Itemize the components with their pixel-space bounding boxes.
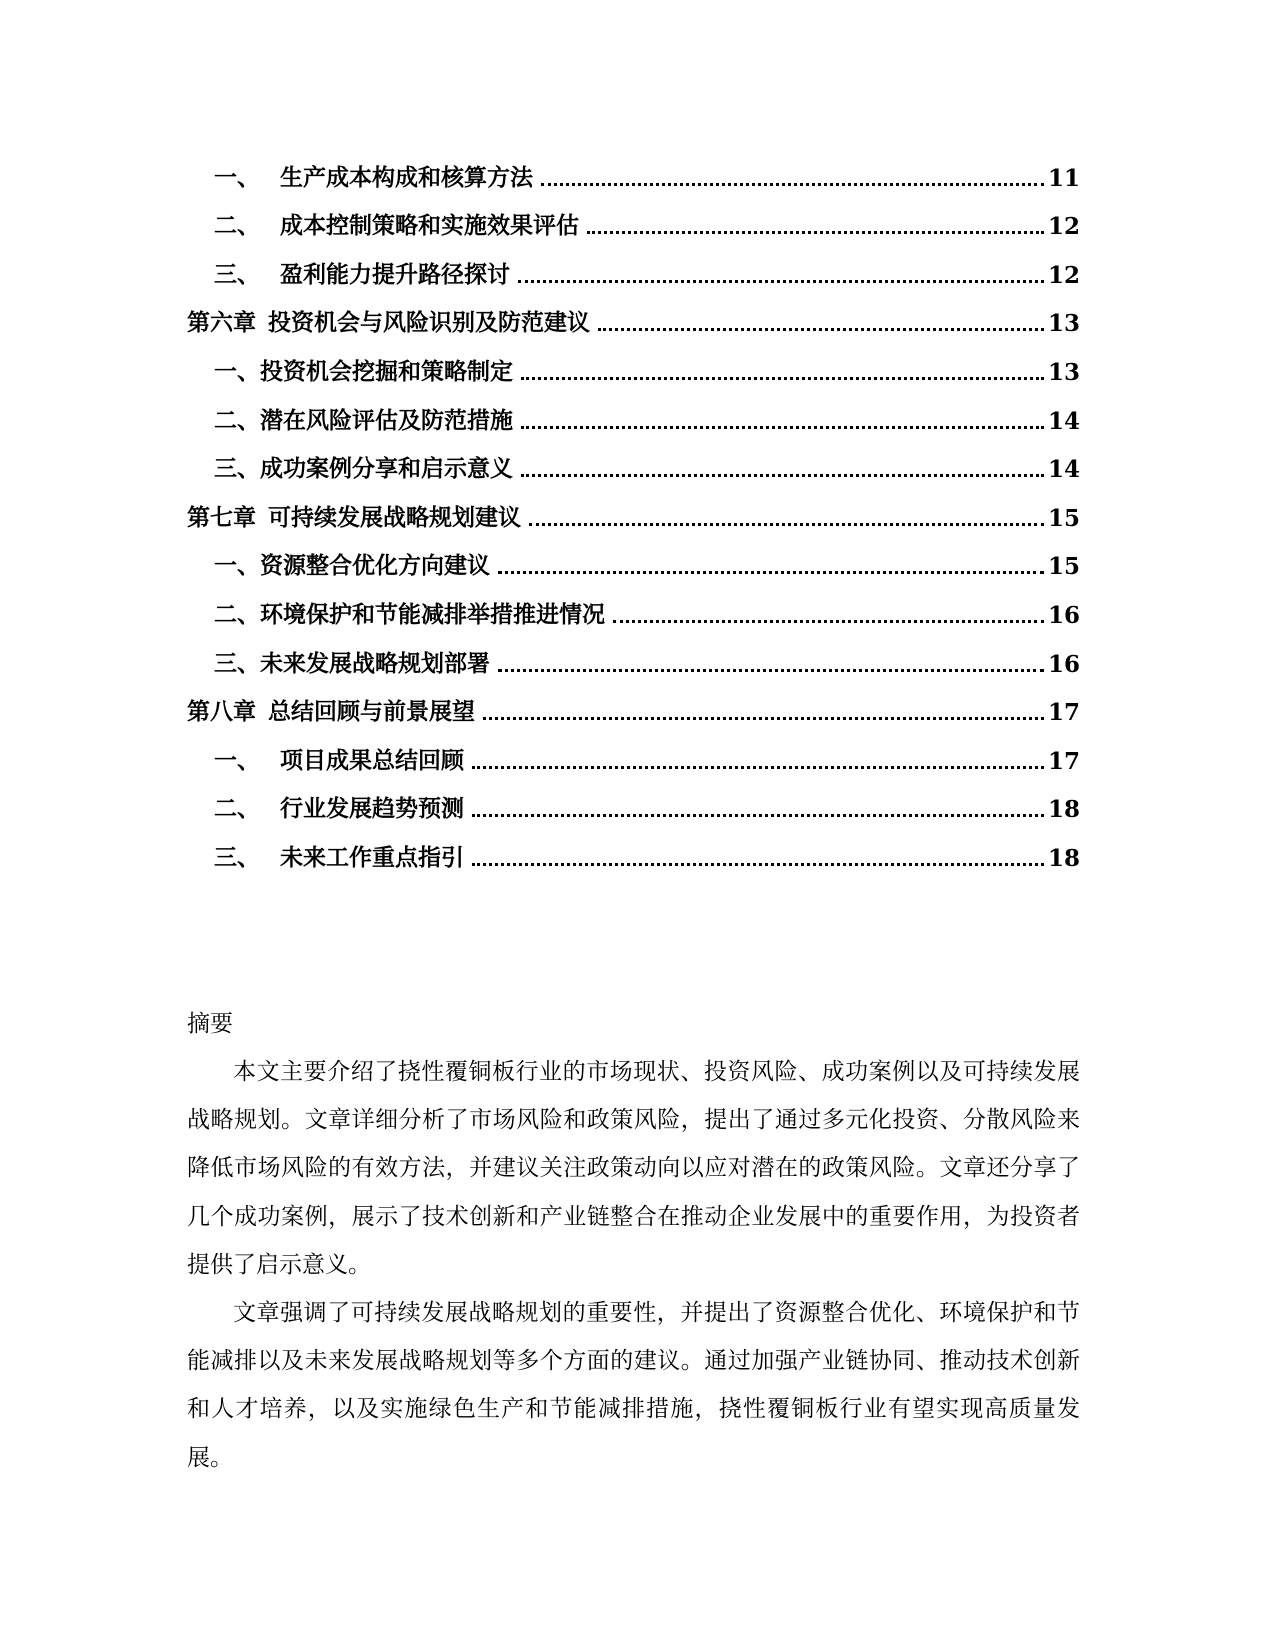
toc-entry-title: 盈利能力提升路径探讨 <box>280 260 510 288</box>
toc-chapter-entry[interactable] <box>187 289 1080 338</box>
toc-entry-title: 总结回顾与前景展望 <box>268 698 475 726</box>
toc-page-number: 18 <box>1047 796 1080 824</box>
toc-page-number: 14 <box>1047 456 1080 484</box>
toc-entry-number: 二、 <box>214 406 260 434</box>
toc-entry-title: 投资机会与风险识别及防范建议 <box>268 309 590 337</box>
toc-entry-number: 一、 <box>214 746 260 774</box>
toc-page-number: 15 <box>1047 553 1080 581</box>
toc-entry-title: 行业发展趋势预测 <box>280 795 464 823</box>
toc-entry-title: 资源整合优化方向建议 <box>260 552 490 580</box>
toc-entry-title: 生产成本构成和核算方法 <box>280 163 533 191</box>
toc-dot-leader <box>498 669 1044 672</box>
abstract-title: 摘要 <box>187 1011 233 1037</box>
toc-dot-leader <box>598 328 1044 331</box>
toc-section-entry[interactable] <box>187 629 1080 678</box>
toc-dot-leader <box>483 717 1044 720</box>
toc-entry-number: 第六章 <box>187 309 256 337</box>
toc-dot-leader <box>518 280 1044 283</box>
toc-page-number: 15 <box>1047 504 1080 532</box>
toc-dot-leader <box>498 571 1044 574</box>
abstract-paragraph: 本文主要介绍了挠性覆铜板行业的市场现状、投资风险、成功案例以及可持续发展战略规划。文章详细分析了市场风险和政策风险，提出了通过多元化投资、分散风险来降低市场风险的有效方法，并建议关注政策动向以应对潜在的政策风险。文章还分享了几个成功案例，展示了技术创新和产业链整合在推动企业发展中的重要作用，为投资者提供了启示意义。 <box>187 1059 1080 1278</box>
toc-dot-leader <box>472 863 1044 866</box>
toc-section-entry[interactable] <box>187 532 1080 581</box>
toc-dot-leader <box>472 766 1044 769</box>
toc-page-number: 17 <box>1047 699 1080 727</box>
toc-chapter-entry[interactable] <box>187 678 1080 727</box>
toc-entry-number: 三、 <box>214 455 260 483</box>
toc-entry-title: 环境保护和节能减排举措推进情况 <box>260 600 605 628</box>
toc-page-number: 12 <box>1047 213 1080 241</box>
toc-section-entry[interactable] <box>187 143 1080 192</box>
toc-section-entry[interactable] <box>187 240 1080 289</box>
toc-section-entry[interactable] <box>187 726 1080 775</box>
toc-dot-leader <box>541 183 1044 186</box>
toc-section-entry[interactable] <box>187 386 1080 435</box>
toc-entry-number: 三、 <box>214 843 260 871</box>
toc-dot-leader <box>472 814 1044 817</box>
toc-page-number: 12 <box>1047 261 1080 289</box>
abstract-section <box>187 1000 1080 1482</box>
toc-section-entry[interactable] <box>187 337 1080 386</box>
toc-entry-number: 三、 <box>214 649 260 677</box>
toc-dot-leader <box>521 474 1044 477</box>
toc-entry-number: 第七章 <box>187 503 256 531</box>
toc-entry-title: 项目成果总结回顾 <box>280 746 464 774</box>
toc-entry-title: 未来发展战略规划部署 <box>260 649 490 677</box>
toc-entry-number: 二、 <box>214 795 260 823</box>
toc-dot-leader <box>529 523 1044 526</box>
toc-section-entry[interactable] <box>187 580 1080 629</box>
toc-entry-title: 可持续发展战略规划建议 <box>268 503 521 531</box>
toc-entry-number: 第八章 <box>187 698 256 726</box>
toc-dot-leader <box>521 377 1044 380</box>
toc-page-number: 13 <box>1047 358 1080 386</box>
toc-dot-leader <box>613 620 1044 623</box>
toc-entry-title: 投资机会挖掘和策略制定 <box>260 357 513 385</box>
abstract-paragraph: 文章强调了可持续发展战略规划的重要性，并提出了资源整合优化、环境保护和节能减排以及未来发展战略规划等多个方面的建议。通过加强产业链协同、推动技术创新和人才培养，以及实施绿色生产和节能减排措施，挠性覆铜板行业有望实现高质量发展。 <box>187 1300 1080 1471</box>
toc-entry-number: 一、 <box>214 552 260 580</box>
table-of-contents <box>187 143 1080 872</box>
toc-section-entry[interactable] <box>187 435 1080 484</box>
toc-page-number: 13 <box>1047 310 1080 338</box>
toc-chapter-entry[interactable] <box>187 483 1080 532</box>
toc-entry-title: 成本控制策略和实施效果评估 <box>280 212 579 240</box>
toc-entry-title: 潜在风险评估及防范措施 <box>260 406 513 434</box>
toc-page-number: 16 <box>1047 650 1080 678</box>
toc-entry-number: 一、 <box>214 357 260 385</box>
toc-entry-number: 三、 <box>214 260 260 288</box>
toc-section-entry[interactable] <box>187 823 1080 872</box>
toc-page-number: 16 <box>1047 601 1080 629</box>
toc-entry-title: 成功案例分享和启示意义 <box>260 455 513 483</box>
toc-entry-title: 未来工作重点指引 <box>280 843 464 871</box>
toc-entry-number: 一、 <box>214 163 260 191</box>
toc-page-number: 17 <box>1047 747 1080 775</box>
toc-section-entry[interactable] <box>187 775 1080 824</box>
toc-page-number: 11 <box>1047 164 1080 192</box>
toc-entry-number: 二、 <box>214 600 260 628</box>
toc-entry-number: 二、 <box>214 212 260 240</box>
toc-page-number: 18 <box>1047 844 1080 872</box>
toc-page-number: 14 <box>1047 407 1080 435</box>
toc-section-entry[interactable] <box>187 192 1080 241</box>
toc-dot-leader <box>521 426 1044 429</box>
toc-dot-leader <box>587 231 1044 234</box>
